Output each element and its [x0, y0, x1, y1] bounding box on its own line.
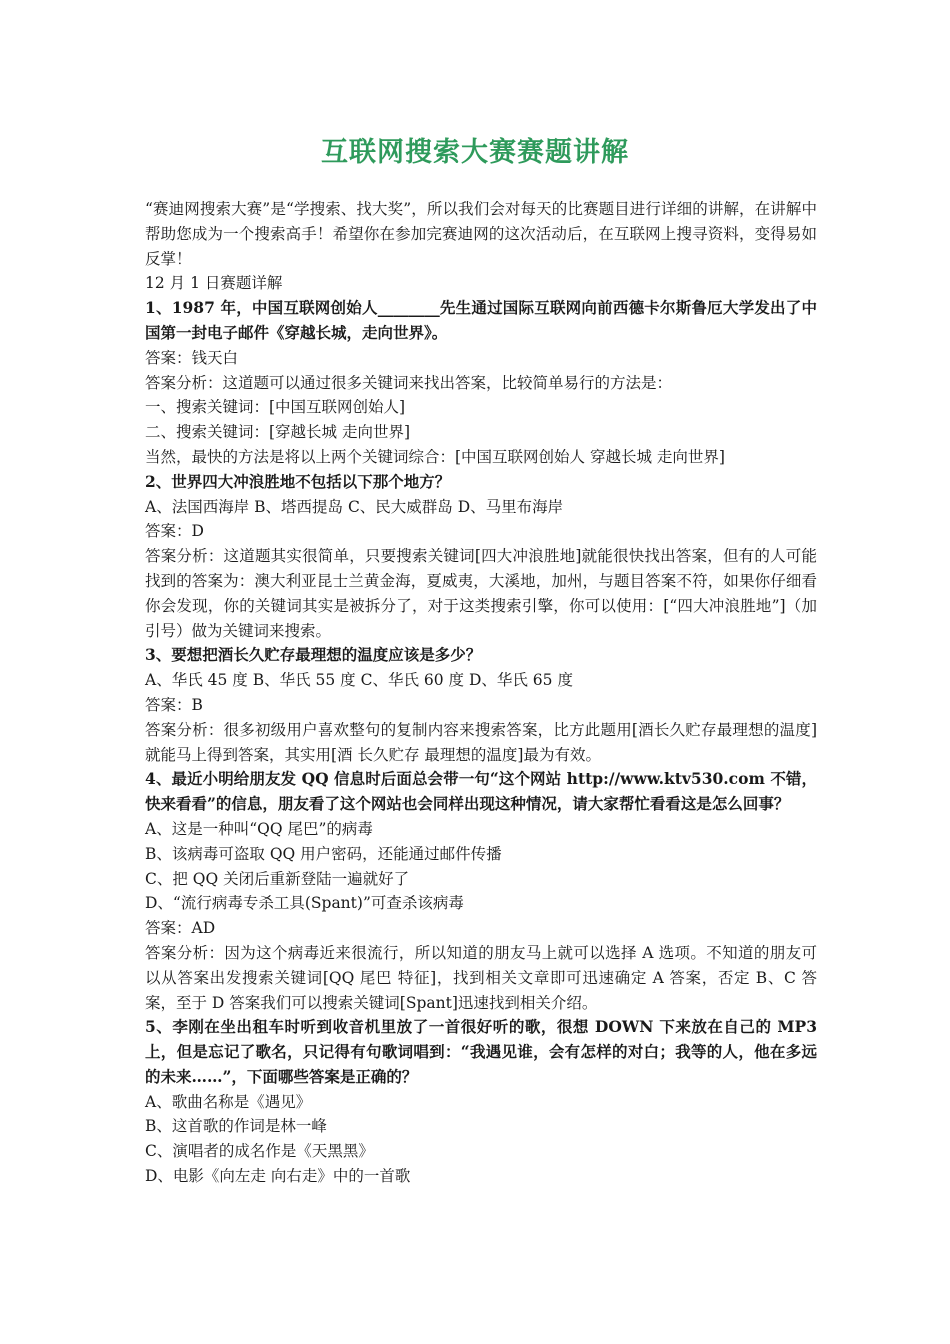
option-5b: B、这首歌的作词是林一峰: [145, 1117, 327, 1136]
page-title: 互联网搜索大赛赛题讲解: [321, 137, 629, 168]
date-heading: 12 月 1 日赛题详解: [145, 274, 283, 293]
question-4: 4、最近小明给朋友发 QQ 信息时后面总会带一句“这个网站 http://www.ktv530.com 不错，快来看看”的信息，朋友看了这个网站也会同样出现这种情况，请大家帮忙看看这是怎么回事？: [145, 769, 817, 814]
options-2: A、法国西海岸 B、塔西提岛 C、民大威群岛 D、马里布海岸: [145, 497, 564, 516]
analysis-1-step-2: 二、搜索关键词：[穿越长城 走向世界]: [145, 423, 411, 442]
intro-paragraph: “赛迪网搜索大赛”是“学搜索、找大奖”，所以我们会对每天的比赛题目进行详细的讲解，在讲解中帮助您成为一个搜索高手！希望你在参加完赛迪网的这次活动后，在互联网上搜寻资料，变得易如反掌！: [145, 200, 817, 268]
option-4a: A、这是一种叫“QQ 尾巴”的病毒: [145, 819, 373, 838]
analysis-1-step-1: 一、搜索关键词：[中国互联网创始人]: [145, 398, 406, 417]
option-5d: D、电影《向左走 向右走》中的一首歌: [145, 1167, 411, 1186]
question-5: 5、李刚在坐出租车时听到收音机里放了一首很好听的歌，很想 DOWN 下来放在自己的 MP3 上，但是忘记了歌名，只记得有句歌词唱到：“我遇见谁，会有怎样的对白；我等的人，他在多远的未来……”，下面哪些答案是正确的？: [145, 1017, 817, 1086]
question-1: 1、1987 年，中国互联网创始人________先生通过国际互联网向前西德卡尔斯鲁厄大学发出了中国第一封电子邮件《穿越长城，走向世界》。: [145, 298, 817, 342]
question-2: 2、世界四大冲浪胜地不包括以下那个地方？: [145, 471, 451, 491]
option-4b: B、该病毒可盗取 QQ 用户密码，还能通过邮件传播: [145, 844, 502, 863]
question-3: 3、要想把酒长久贮存最理想的温度应该是多少？: [145, 645, 482, 665]
analysis-4: 答案分析：因为这个病毒近来很流行，所以知道的朋友马上就可以选择 A 选项。不知道的朋友可以从答案出发搜索关键词[QQ 尾巴 特征]，找到相关文章即可迅速确定 A 答案，否定 B、C 答案，至于 D 答案我们可以搜索关键词[Spant]迅速找到相关介绍。: [145, 943, 817, 1012]
option-4d: D、“流行病毒专杀工具(Spant)”可查杀该病毒: [145, 894, 464, 913]
option-4c: C、把 QQ 关闭后重新登陆一遍就好了: [145, 869, 410, 888]
analysis-2: 答案分析：这道题其实很简单，只要搜索关键词[四大冲浪胜地]就能很快找出答案，但有的人可能找到的答案为：澳大利亚昆士兰黄金海，夏威夷，大溪地，加州，与题目答案不符，如果你仔细看你会发现，你的关键词其实是被拆分了，对于这类搜索引擎，你可以使用：[“四大冲浪胜地”]（加引号）做为关键词来搜索。: [145, 547, 817, 640]
answer-2: 答案：D: [145, 522, 204, 541]
answer-4: 答案：AD: [145, 919, 216, 938]
option-5a: A、歌曲名称是《遇见》: [145, 1092, 312, 1111]
analysis-3: 答案分析：很多初级用户喜欢整句的复制内容来搜索答案，比方此题用[酒长久贮存最理想的温度]就能马上得到答案，其实用[酒 长久贮存 最理想的温度]最为有效。: [145, 720, 817, 764]
option-5c: C、演唱者的成名作是《天黑黑》: [145, 1142, 374, 1161]
answer-3: 答案：B: [145, 695, 203, 714]
options-3: A、华氏 45 度 B、华氏 55 度 C、华氏 60 度 D、华氏 65 度: [145, 671, 573, 690]
analysis-1: 答案分析：这道题可以通过很多关键词来找出答案，比较简单易行的方法是：: [145, 373, 673, 392]
document-body: [145, 197, 817, 1189]
answer-1: 答案：钱天白: [145, 348, 239, 367]
analysis-1-step-3: 当然，最快的方法是将以上两个关键词综合：[中国互联网创始人 穿越长城 走向世界]: [145, 447, 725, 466]
